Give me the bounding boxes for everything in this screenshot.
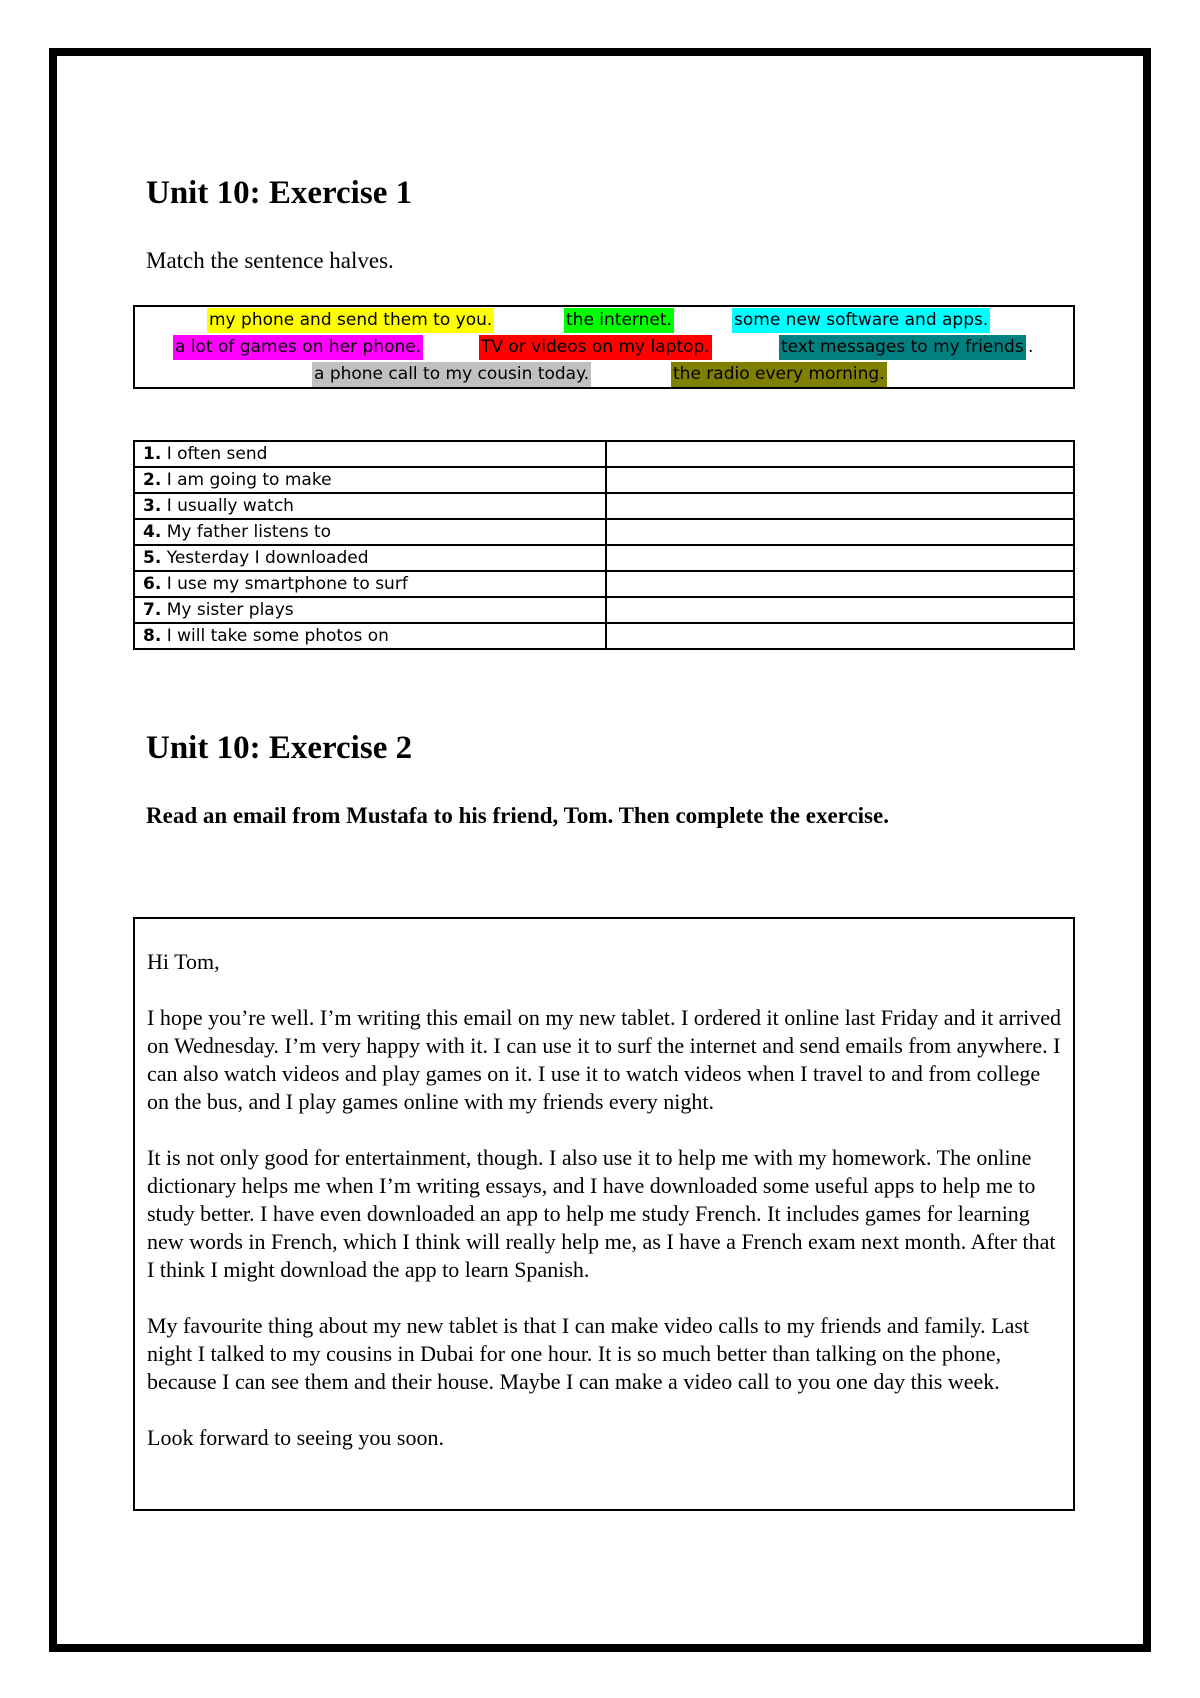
item-number: 1. (143, 444, 162, 464)
answer-cell[interactable] (606, 623, 1074, 649)
word-bank-row (135, 335, 1073, 362)
email-greeting: Hi Tom, (147, 949, 220, 974)
sentence-start-text: I will take some photos on (161, 626, 389, 646)
sentence-start-cell (134, 545, 606, 571)
exercise1-title: Unit 10: Exercise 1 (146, 175, 413, 211)
item-number: 4. (143, 522, 162, 542)
sentence-start-cell (134, 597, 606, 623)
table-row (134, 597, 1074, 623)
exercise1-instruction: Match the sentence halves. (146, 248, 394, 273)
email-closing: Look forward to seeing you soon. (147, 1425, 444, 1450)
sentence-start-cell (134, 493, 606, 519)
table-row (134, 571, 1074, 597)
item-number: 6. (143, 574, 162, 594)
sentence-start-text: I use my smartphone to surf (161, 574, 408, 594)
table-row (134, 623, 1074, 649)
matching-table (133, 440, 1075, 650)
table-row (134, 493, 1074, 519)
word-bank (133, 305, 1075, 389)
table-row (134, 519, 1074, 545)
answer-cell[interactable] (606, 545, 1074, 571)
word-bank-phrase: a phone call to my cousin today. (312, 362, 591, 387)
word-bank-punctuation: . (1028, 337, 1034, 357)
sentence-start-text: I usually watch (161, 496, 294, 516)
sentence-start-text: I often send (161, 444, 268, 464)
word-bank-phrase: the radio every morning. (671, 362, 887, 387)
sentence-start-text: I am going to make (161, 470, 332, 490)
item-number: 7. (143, 600, 162, 620)
email-paragraph: It is not only good for entertainment, though. I also use it to help me with my homework. The online dictionary helps me when I’m writing essays, and I have downloaded some useful apps to help me to study better. I have even downloaded an app to help me study French. It includes games for learning new words in French, which I think will really help me, as I have a French exam next month. After that I think I might download the app to learn Spanish. (147, 1145, 1056, 1282)
sentence-start-cell (134, 571, 606, 597)
word-bank-row (135, 308, 1073, 335)
item-number: 8. (143, 626, 162, 646)
answer-cell[interactable] (606, 597, 1074, 623)
email-paragraph: I hope you’re well. I’m writing this email on my new tablet. I ordered it online last Friday and it arrived on Wednesday. I’m very happy with it. I can use it to surf the internet and send emails from anywhere. I can also watch videos and play games on it. I use it to watch videos when I travel to and from college on the bus, and I play games online with my friends every night. (147, 1005, 1061, 1114)
exercise2-instruction: Read an email from Mustafa to his friend, Tom. Then complete the exercise. (146, 803, 889, 828)
sentence-start-text: Yesterday I downloaded (161, 548, 369, 568)
sentence-start-text: My sister plays (161, 600, 294, 620)
sentence-start-cell (134, 623, 606, 649)
answer-cell[interactable] (606, 441, 1074, 467)
item-number: 2. (143, 470, 162, 490)
word-bank-phrase: text messages to my friends (779, 335, 1026, 360)
answer-cell[interactable] (606, 493, 1074, 519)
word-bank-phrase: my phone and send them to you. (207, 308, 494, 333)
email-paragraph: My favourite thing about my new tablet is that I can make video calls to my friends and family. Last night I talked to my cousins in Dubai for one hour. It is so much better than talking on the phone, because I can see them and their house. Maybe I can make a video call to you one day this week. (147, 1313, 1030, 1394)
email-box (133, 917, 1075, 1511)
word-bank-phrase: TV or videos on my laptop. (479, 335, 712, 360)
item-number: 3. (143, 496, 162, 516)
exercise2-title: Unit 10: Exercise 2 (146, 730, 413, 766)
sentence-start-cell (134, 441, 606, 467)
sentence-start-cell (134, 519, 606, 545)
answer-cell[interactable] (606, 571, 1074, 597)
table-row (134, 441, 1074, 467)
word-bank-phrase: some new software and apps. (732, 308, 990, 333)
table-row (134, 467, 1074, 493)
table-row (134, 545, 1074, 571)
answer-cell[interactable] (606, 519, 1074, 545)
word-bank-phrase: the internet. (564, 308, 674, 333)
sentence-start-text: My father listens to (161, 522, 332, 542)
word-bank-row (135, 362, 1073, 389)
sentence-start-cell (134, 467, 606, 493)
answer-cell[interactable] (606, 467, 1074, 493)
item-number: 5. (143, 548, 162, 568)
word-bank-phrase: a lot of games on her phone. (173, 335, 423, 360)
